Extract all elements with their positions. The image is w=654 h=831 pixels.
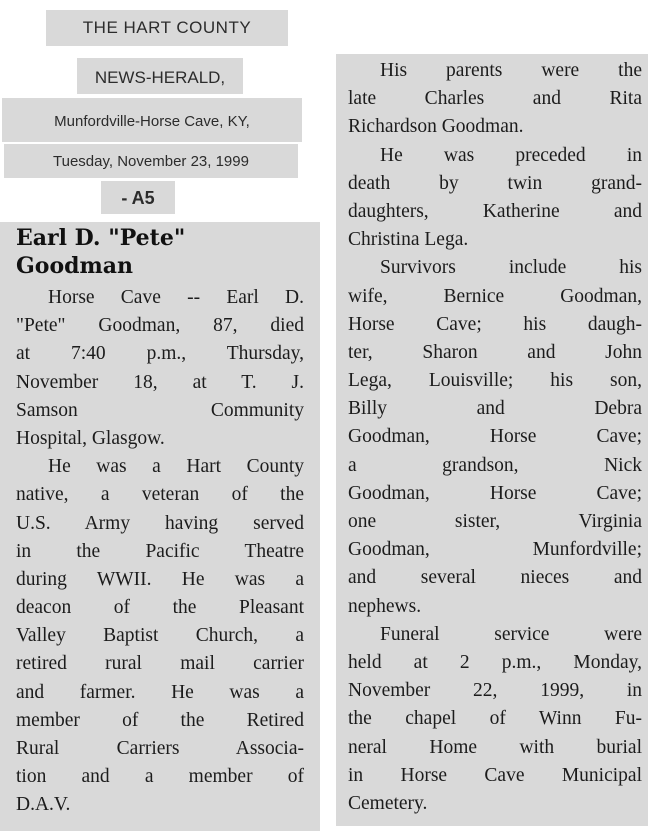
text-line: wife, Bernice Goodman,: [348, 285, 642, 307]
text-line: Rural Carriers Associa-: [16, 738, 304, 759]
text-line: Christina Lega.: [348, 229, 469, 251]
text-line: Billy and Debra: [348, 398, 642, 420]
text-line: and farmer. He was a: [16, 681, 304, 703]
text-line: neral Home with burial: [348, 736, 642, 758]
publication-date-text: Tuesday, November 23, 1999: [53, 153, 249, 170]
text-line: November 22, 1999, in: [348, 680, 642, 702]
text-line: ter, Sharon and John: [348, 341, 642, 363]
text-line: the chapel of Winn Fu-: [348, 708, 642, 730]
page-number: [101, 181, 175, 214]
text-line: during WWII. He was a: [16, 568, 304, 590]
obituary-headline: [16, 224, 306, 280]
text-line: nephews.: [348, 595, 422, 617]
text-line: a grandson, Nick: [348, 454, 642, 476]
text-line: Samson Community: [16, 399, 304, 421]
text-line: Lega, Louisville; his son,: [348, 370, 642, 392]
obituary-body-right: [348, 57, 642, 818]
page-number-text: - A5: [121, 188, 155, 208]
newspaper-name-line2: [77, 58, 243, 94]
text-line: in the Pacific Theatre: [16, 540, 304, 562]
text-line: Richardson Goodman.: [348, 116, 524, 138]
text-line: D.A.V.: [16, 794, 71, 816]
text-line: Funeral service were: [380, 623, 642, 645]
text-line: retired rural mail carrier: [16, 653, 304, 675]
obituary-body-left: [16, 284, 304, 820]
text-line: at 7:40 p.m., Thursday,: [16, 343, 304, 365]
text-line: Horse Cave; his daugh-: [348, 313, 642, 335]
newspaper-location: [2, 98, 302, 142]
text-line: one sister, Virginia: [348, 511, 642, 532]
text-line: Goodman, Horse Cave;: [348, 426, 642, 448]
text-line: death by twin grand-: [348, 172, 642, 194]
obituary-right-column: [336, 54, 648, 826]
text-line: deacon of the Pleasant: [16, 597, 304, 619]
text-line: U.S. Army having served: [16, 512, 304, 534]
text-line: and several nieces and: [348, 567, 642, 589]
text-line: late Charles and Rita: [348, 88, 642, 110]
publication-date: [4, 144, 298, 178]
text-line: Hospital, Glasgow.: [16, 427, 165, 449]
newspaper-location-text: Munfordville-Horse Cave, KY,: [54, 113, 250, 130]
text-line: Goodman, Horse Cave;: [348, 482, 642, 504]
text-line: held at 2 p.m., Monday,: [348, 651, 642, 673]
obituary-left-column: [0, 222, 320, 831]
text-line: "Pete" Goodman, 87, died: [16, 315, 304, 337]
text-line: Valley Baptist Church, a: [16, 625, 304, 647]
newspaper-name-line2-text: NEWS-HERALD,: [94, 68, 226, 87]
text-line: Goodman, Munfordville;: [348, 539, 642, 561]
newspaper-name-text: THE HART COUNTY: [82, 18, 252, 37]
text-line: November 18, at T. J.: [16, 371, 304, 393]
text-line: member of the Retired: [16, 709, 304, 731]
text-line: He was preceded in: [380, 144, 642, 166]
text-line: He was a Hart County: [48, 456, 304, 478]
text-line: daughters, Katherine and: [348, 200, 642, 222]
text-line: Cemetery.: [348, 792, 428, 814]
newspaper-name: [46, 10, 288, 46]
text-line: Horse Cave -- Earl D.: [48, 287, 304, 308]
headline-line: Goodman: [16, 253, 134, 279]
text-line: in Horse Cave Municipal: [348, 764, 642, 786]
text-line: Survivors include his: [380, 257, 642, 279]
text-line: tion and a member of: [16, 766, 304, 788]
text-line: His parents were the: [380, 60, 642, 81]
text-line: native, a veteran of the: [16, 484, 304, 506]
headline-line: Earl D. "Pete": [16, 225, 186, 251]
